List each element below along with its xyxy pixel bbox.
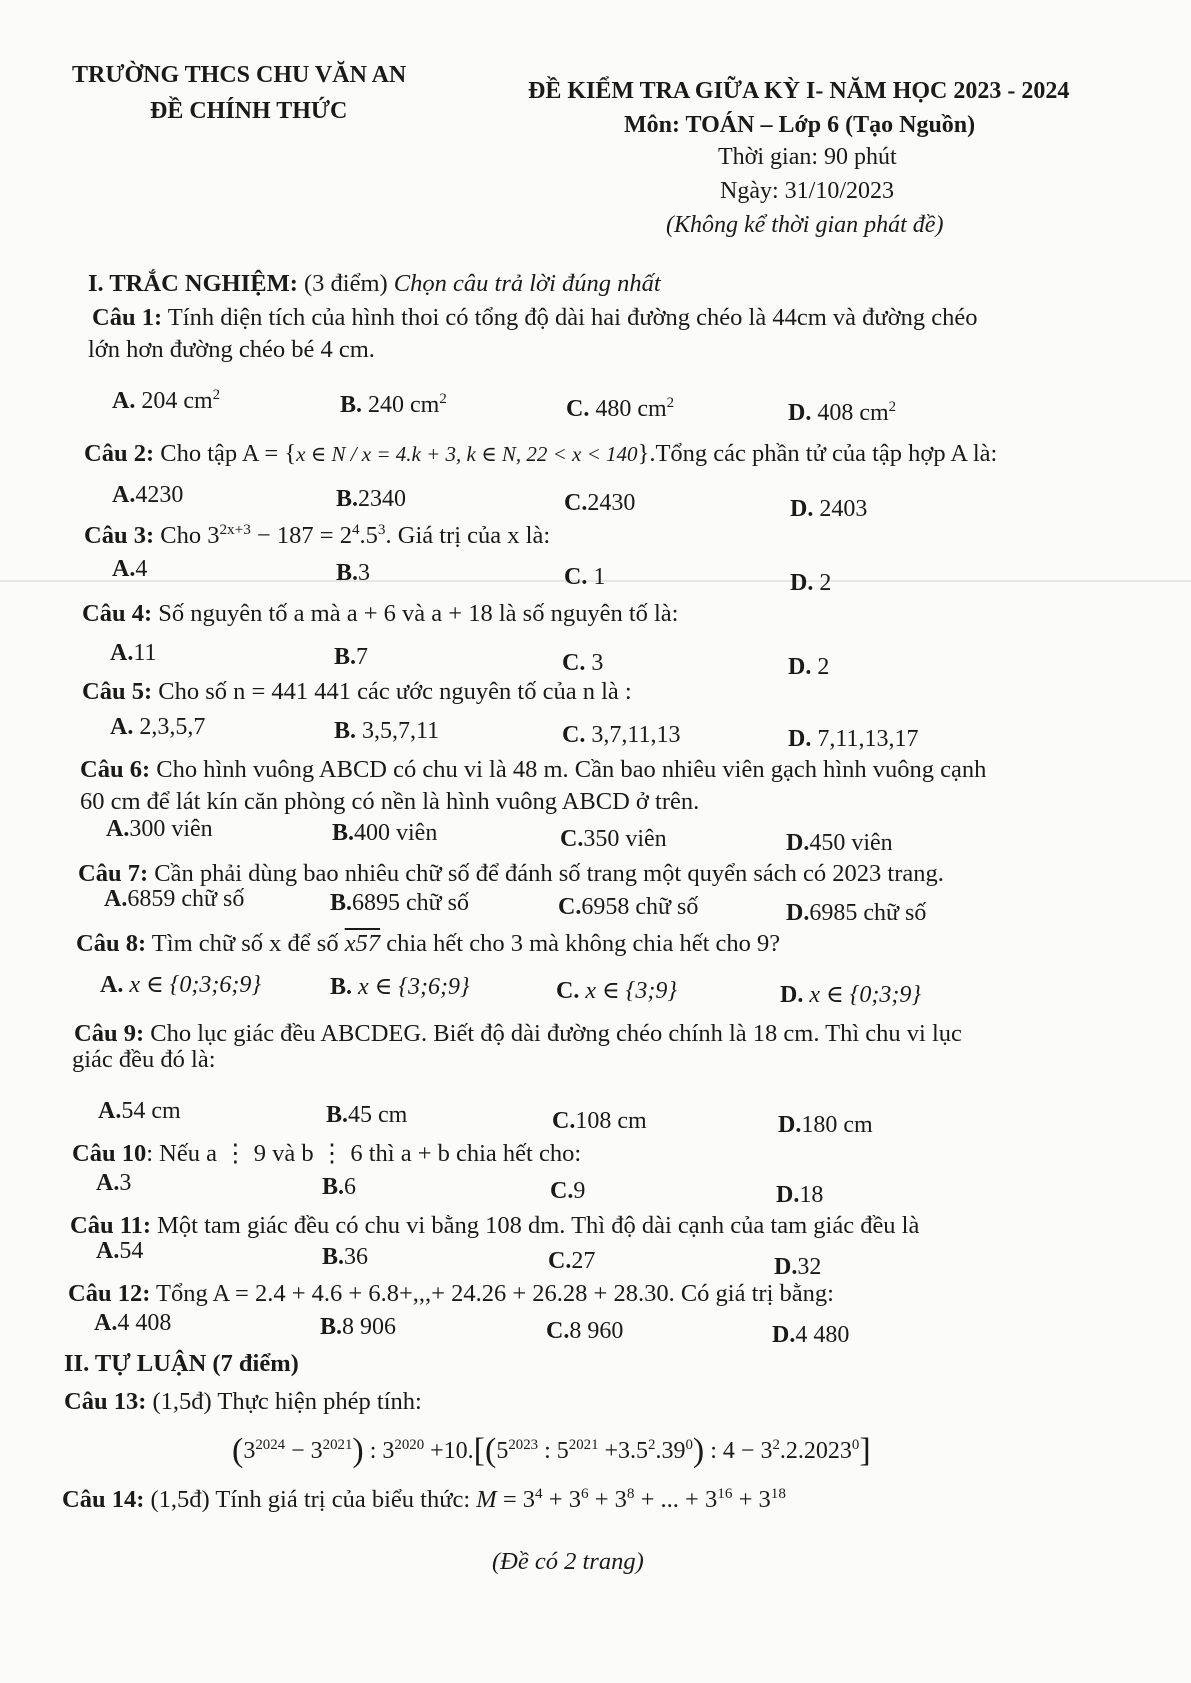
exam-time: Thời gian: 90 phút [718, 144, 897, 170]
q5-option-b: B. 3,5,7,11 [334, 718, 440, 744]
section-1-instruction: Chọn câu trả lời đúng nhất [393, 270, 661, 297]
q10-option-c: C.9 [550, 1178, 586, 1204]
section-2-title: II. TỰ LUẬN (7 điểm) [64, 1350, 299, 1377]
section-1-heading [88, 270, 661, 298]
q1-option-b: B. 240 $cm^2$ [340, 391, 447, 418]
q2-option-c: C.2430 [564, 490, 636, 516]
question-13: Câu 13: (1,5đ) Thực hiện phép tính: [64, 1388, 422, 1415]
exam-title: ĐỀ KIỂM TRA GIỮA KỲ I- NĂM HỌC 2023 - 2024 [528, 78, 1070, 104]
q9-option-a: A.54 cm [98, 1098, 181, 1124]
q8-option-d: D. x ∈ {0;3;9} [780, 982, 921, 1008]
question-6: Câu 6: Cho hình vuông ABCD có chu vi là 48 m. Cần bao nhiêu viên gạch hình vuông cạnh [80, 756, 987, 783]
q12-option-b: B.8 906 [320, 1314, 397, 1340]
question-10: Câu 10: Nếu a ⋮ 9 và b ⋮ 6 thì a + b chia hết cho: [72, 1140, 582, 1167]
question-5: Câu 5: Cho số n = 441 441 các ước nguyên tố của n là : [82, 678, 632, 705]
q2-option-b: B.2340 [336, 486, 407, 512]
q6-option-c: C.350 viên [560, 826, 667, 852]
q8-option-c: C. x ∈ {3;9} [556, 978, 677, 1004]
q8-option-a: A. x ∈ {0;3;6;9} [100, 972, 261, 998]
question-text: Tính diện tích của hình thoi có tổng độ dài hai đường chéo là 44cm và đường chéo [162, 304, 978, 331]
q11-option-c: C.27 [548, 1248, 596, 1274]
q5-option-a: A. 2,3,5,7 [110, 714, 206, 740]
q3-option-c: C. 1 [564, 564, 606, 590]
exam-note: (Không kể thời gian phát đề) [666, 212, 944, 238]
question-8: Câu 8: Tìm chữ số x để số x57 chia hết cho 3 mà không chia hết cho 9? [76, 930, 781, 957]
question-13-formula: $(3^{2024} - 3^{2021})$ : $3^{2020} +10.[(5^{2023}$ : $5^{2021} +3.5^2.39^0$) : $4 - 3^2.2.2023^0$] [232, 1432, 871, 1469]
q12-option-a: A.4 408 [94, 1310, 172, 1336]
q3-option-d: D. 2 [790, 570, 832, 596]
q5-option-c: C. 3,7,11,13 [562, 722, 681, 748]
q10-option-d: D.18 [776, 1182, 824, 1208]
q9-option-d: D.180 cm [778, 1112, 873, 1138]
question-14: Câu 14: (1,5đ) Tính giá trị của biểu thức: $M = 3^4 + 3^6 + 3^8$ + ... + $3^{16} + 3^{18}$ [62, 1484, 786, 1513]
q3-option-b: B.3 [336, 560, 371, 586]
q12-option-d: D.4 480 [772, 1322, 850, 1348]
question-4: Câu 4: Số nguyên tố a mà a + 6 và a + 18 là số nguyên tố là: [82, 600, 679, 627]
official-label: ĐỀ CHÍNH THỨC [150, 98, 348, 124]
q7-option-d: D.6985 chữ số [786, 900, 927, 926]
school-name: TRƯỜNG THCS CHU VĂN AN [72, 62, 407, 88]
question-1-cont: lớn hơn đường chéo bé 4 cm. [88, 336, 375, 363]
q8-option-b: B. x ∈ {3;6;9} [330, 974, 470, 1000]
q6-option-d: D.450 viên [786, 830, 893, 856]
q10-option-a: A.3 [96, 1170, 132, 1196]
question-2: Câu 2: Cho tập A = {x ∈ N / x = 4.k + 3, k ∈ N, 22 < x < 140}.Tổng các phần tử của tập hợp A là: [84, 440, 998, 467]
q12-option-c: C.8 960 [546, 1318, 624, 1344]
page-footer: (Đề có 2 trang) [492, 1548, 644, 1575]
question-label: Câu 1: [92, 304, 163, 331]
q11-option-d: D.32 [774, 1254, 822, 1280]
q2-option-a: A.4230 [112, 482, 184, 508]
section-1-points: (3 điểm) [297, 270, 394, 297]
q4-option-d: D. 2 [788, 654, 830, 680]
q6-option-b: B.400 viên [332, 820, 438, 846]
q5-option-d: D. 7,11,13,17 [788, 726, 919, 752]
exam-date: Ngày: 31/10/2023 [720, 178, 894, 204]
question-7: Câu 7: Cần phải dùng bao nhiêu chữ số để đánh số trang một quyển sách có 2023 trang. [78, 860, 944, 887]
q6-option-a: A.300 viên [106, 816, 213, 842]
q3-option-a: A.4 [112, 556, 148, 582]
q1-option-d: D. 408 $cm^2$ [788, 399, 897, 426]
q2-option-d: D. 2403 [790, 496, 868, 522]
question-6-cont: 60 cm để lát kín căn phòng có nền là hình vuông ABCD ở trên. [80, 788, 700, 815]
q4-option-a: A.11 [110, 640, 157, 666]
question-12: Câu 12: Tổng A = 2.4 + 4.6 + 6.8+,,,+ 24.26 + 26.28 + 28.30. Có giá trị bằng: [68, 1280, 834, 1307]
q4-option-c: C. 3 [562, 650, 604, 676]
exam-subject: Môn: TOÁN – Lớp 6 (Tạo Nguồn) [624, 112, 976, 138]
q1-option-a: A. 204 $cm^2$ [112, 387, 221, 414]
q11-option-b: B.36 [322, 1244, 369, 1270]
question-3: Câu 3: Cho $3^{2x+3} - 187 = 2^4.5^3$. Giá trị của x là: [84, 520, 551, 549]
question-9: Câu 9: Cho lục giác đều ABCDEG. Biết độ dài đường chéo chính là 18 cm. Thì chu vi lục [74, 1020, 962, 1047]
q7-option-a: A.6859 chữ số [104, 886, 245, 912]
question-9-cont: giác đều đó là: [72, 1046, 216, 1073]
q10-option-b: B.6 [322, 1174, 357, 1200]
q1-option-c: C. 480 $cm^2$ [566, 395, 675, 422]
question-11: Câu 11: Một tam giác đều có chu vi bằng 108 dm. Thì độ dài cạnh của tam giác đều là [70, 1212, 920, 1239]
q9-option-b: B.45 cm [326, 1102, 408, 1128]
q4-option-b: B.7 [334, 644, 369, 670]
question-1 [92, 304, 978, 332]
q11-option-a: A.54 [96, 1238, 144, 1264]
section-1-title: I. TRẮC NGHIỆM: [88, 270, 298, 297]
q9-option-c: C.108 cm [552, 1108, 647, 1134]
q7-option-c: C.6958 chữ số [558, 894, 699, 920]
q7-option-b: B.6895 chữ số [330, 890, 470, 916]
